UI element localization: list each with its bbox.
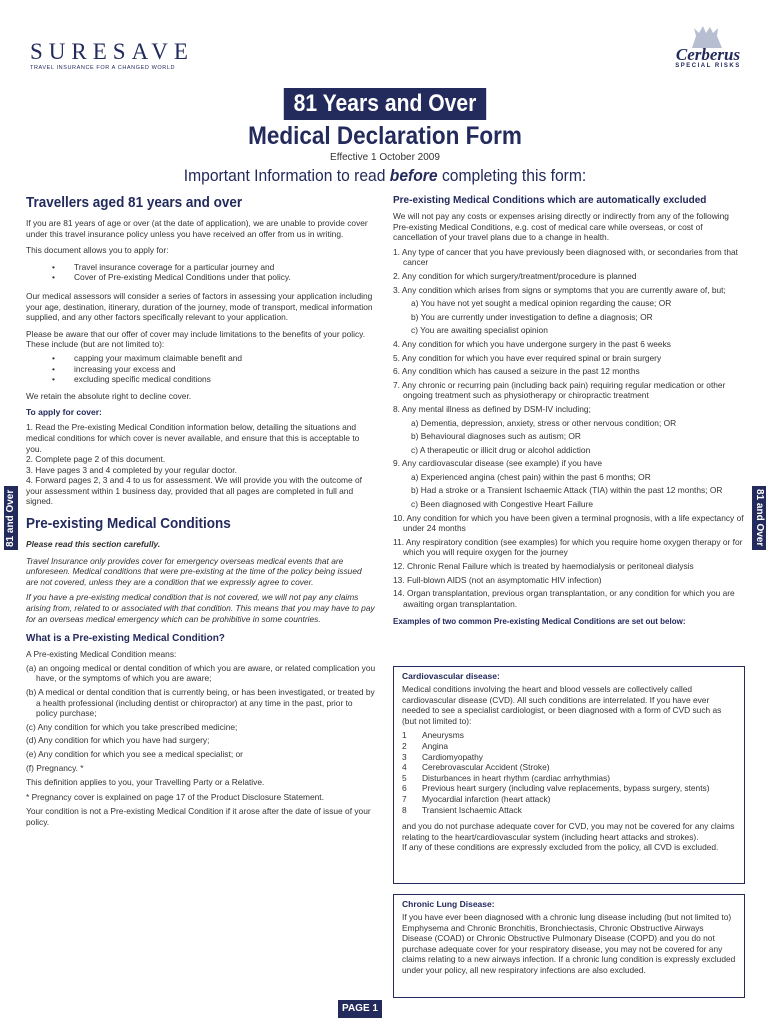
list-item: • capping your maximum claimable benefit and [74,353,376,364]
exclusion-item: 6. Any condition which has caused a seizure in the past 12 months [393,366,640,377]
cvd-item-text: Disturbances in heart rhythm (cardiac arrhythmias) [422,772,611,783]
undeclared-text: If you have a pre-existing medical condition that is not covered, we will not pay any claims arising from, related to or associated with that condition. This means that you may have to pay for an overseas medical emergency which can be prohibitive in some countries. [26,592,375,624]
examples-heading: Examples of two common Pre-existing Medical Conditions are set out below: [393,617,686,627]
exclusion-subitem: b) You are currently under investigation to define a diagnosis; OR [411,311,653,322]
cvd-list-item [402,762,736,773]
list-item: • excluding specific medical conditions [74,374,376,385]
exclusion-item: 8. Any mental illness as defined by DSM-IV including; [393,403,591,414]
title-banner: 81 Years and Over [284,88,486,120]
cvd-item-text: Angina [422,740,449,751]
exclusion-item: 3. Any condition which arises from signs or symptoms that you are currently aware of, but; [393,284,726,295]
exclusion-item: 9. Any cardiovascular disease (see example) if you have [393,458,603,469]
cvd-outro: If any of these conditions are expressly excluded from the policy, all CVD is excluded. [402,842,719,853]
cvd-item-number: 8 [402,804,407,815]
cvd-list-item [402,741,736,752]
cvd-list-item [402,794,736,805]
exclusion-item: 2. Any condition for which surgery/treatment/procedure is planned [393,270,637,281]
cvd-item-number: 1 [402,730,407,741]
cvd-item-number: 5 [402,772,407,783]
cvd-list-item [402,805,736,816]
right-column [393,194,745,626]
definition-item: (c) Any condition for which you take prescribed medicine; [26,721,238,732]
cvd-item-number: 2 [402,740,407,751]
exclusion-subitem: b) Had a stroke or a Transient Ischaemic Attack (TIA) within the past 12 months; OR [411,485,723,496]
apply-step: 4. Forward pages 2, 3 and 4 to us for assessment. We will provide you with the outcome of your assessment within 1 business day, provided that all pages are completed in full and signed. [26,475,362,507]
effective-date: Effective 1 October 2009 [330,152,440,163]
definition-item: (e) Any condition for which you see a medical specialist; or [26,748,243,759]
cvd-item-text: Previous heart surgery (including valve replacements, bypass surgery, stents) [422,783,710,794]
exclusion-subitem: a) You have not yet sought a medical opinion regarding the cause; OR [411,298,672,309]
cvd-item-number: 4 [402,762,407,773]
cvd-item-text: Aneurysms [422,730,464,741]
excluded-heading: Pre-existing Medical Conditions which are automatically excluded [393,195,707,206]
limitations-list [26,353,376,385]
left-column [26,194,376,828]
assessors-text: Our medical assessors will consider a series of factors in assessing your application including your age, destination, itinerary, duration of the journey, mode of transport, medical information supplied, and any other factors specifically relevant to your application. [26,290,373,323]
exclusion-item: 11. Any respiratory condition (see examples) for which you require home oxygen therapy or for which you will require oxygen for the journey [393,536,743,558]
excluded-list [393,247,745,610]
cvd-item-text: Cerebrovascular Accident (Stroke) [422,762,550,773]
exclusion-subitem: b) Behavioural diagnoses such as autism; OR [411,431,581,442]
page-title: Medical Declaration Form [248,122,522,150]
apply-step: 1. Read the Pre-existing Medical Condition information below, detailing the situations and medical conditions for which cover is never available, and ensure that this is acceptable to you. [26,422,360,454]
list-item: • Cover of Pre-existing Medical Conditions under that policy. [74,272,376,283]
cvd-title: Cardiovascular disease: [402,671,500,681]
cvd-list [402,730,736,815]
side-tab-right: 81 and Over [752,486,766,550]
suresave-wordmark: SURESAVE [30,39,194,64]
exclusion-item: 13. Full-blown AIDS (not an asymptomatic HIV infection) [393,574,602,585]
cvd-box [393,666,745,884]
apply-step: 2. Complete page 2 of this document. [26,454,166,465]
side-tab-left: 81 and Over [4,486,18,550]
page-number: PAGE 1 [338,1000,382,1018]
exclusion-subitem: a) Experienced angina (chest pain) within the past 6 months; OR [411,471,651,482]
definition-item: (f) Pregnancy. * [26,762,84,773]
cvd-list-item [402,783,736,794]
special-risks-label: SPECIAL RISKS [675,63,741,69]
cvd-intro: Medical conditions involving the heart and blood vessels are collectively called cardiovascular disease (CVD). All such conditions are interrelated. If you have ever needed to see a specialist cardiologist, or been diagnosed with a form of CVD such as (but not limited to): [402,684,722,726]
important-info-heading: Important Information to read before completing this form: [183,166,587,185]
definition-item: (b) A medical or dental condition that is currently being, or has been investigated, or treated by a health professional (including dentist or chiropractor) at any time in the past, prior to policy purchase; [26,687,375,719]
exclusion-subitem: c) Been diagnosed with Congestive Heart Failure [411,499,594,510]
exclusion-item: 4. Any condition for which you have undergone surgery in the past 6 weeks [393,338,671,349]
pregnancy-note: * Pregnancy cover is explained on page 17 of the Product Disclosure Statement. [26,791,324,802]
lung-box [393,894,745,998]
means-text: A Pre-existing Medical Condition means: [26,649,177,660]
apply-heading: To apply for cover: [26,407,102,418]
cvd-item-text: Cardiomyopathy [422,751,483,762]
list-item: • increasing your excess and [74,364,376,375]
exclusion-item: 1. Any type of cancer that you have previously been diagnosed with, or secondaries from that cancer [393,246,738,268]
exclusion-item: 5. Any condition for which you have ever required spinal or brain surgery [393,352,662,363]
exclusion-item: 14. Organ transplantation, previous organ transplantation, or any condition for which you are awaiting organ transplantation. [393,588,735,609]
cvd-item-number: 7 [402,793,407,804]
exclusion-item: 10. Any condition for which you have been given a terminal prognosis, with a life expectancy of under 24 months [393,512,744,534]
lung-title: Chronic Lung Disease: [402,899,495,909]
read-carefully-text: Please read this section carefully. [26,539,161,550]
definition-item: (d) Any condition for which you have had surgery; [26,735,210,746]
lung-text: If you have ever been diagnosed with a chronic lung disease including (but not limited to) Emphysema and Chronic Bronchitis, Bronchiectasis, Chronic Obstructive Airways Disease (COAD) or Chronic Obstructive Pulmonary Disease (COPD) and you do not purchase adequate cover for your respiratory disease, you may not be covered for any claims relating to a new airways infection. If a chronic lung condition is expressly excluded under your policy, all new respiratory infections are also excluded. [402,912,736,975]
apply-step: 3. Have pages 3 and 4 completed by your regular doctor. [26,464,237,475]
suresave-logo [30,40,200,70]
cvd-item-text: Transient Ischaemic Attack [422,804,522,815]
list-item: • Travel insurance coverage for a particular journey and [74,262,376,273]
exclusion-subitem: c) You are awaiting specialist opinion [411,325,548,336]
pre-existing-heading: Pre-existing Medical Conditions [26,515,231,533]
cvd-outro: and you do not purchase adequate cover for CVD, you may not be covered for any claims relating to the heart/cardiovascular system (including heart attacks and strokes). [402,821,735,842]
exclusion-item: 12. Chronic Renal Failure which is treated by haemodialysis or peritoneal dialysis [393,561,694,572]
cerberus-wordmark: Cerberus [675,45,741,64]
limitations-text: Please be aware that our offer of cover may include limitations to the benefits of your policy. These include (but are not limited to): [26,328,366,350]
exclusion-item: 7. Any chronic or recurring pain (including back pain) requiring regular medication or other ongoing treatment such as physiotherapy or chiropractic treatment [393,379,726,401]
cvd-list-item [402,730,736,741]
suresave-tagline: TRAVEL INSURANCE FOR A CHANGED WORLD [30,65,176,71]
cvd-item-number: 6 [402,783,407,794]
cerberus-logo [668,24,748,80]
excluded-intro: We will not pay any costs or expenses arising directly or indirectly from any of the following Pre-existing Medical Conditions, e.g. cost of medical care while overseas, or cost of cancellation of your travel plans due to a change in health. [393,211,729,243]
cvd-list-item [402,773,736,784]
cvd-list-item [402,752,736,763]
allows-list [26,262,376,283]
exclusion-subitem: a) Dementia, depression, anxiety, stress or other nervous condition; OR [411,417,677,428]
allows-text: This document allows you to apply for: [26,245,169,256]
exclusion-subitem: c) A therapeutic or illicit drug or alcohol addiction [411,444,591,455]
not-pre-existing-text: Your condition is not a Pre-existing Medical Condition if it arose after the date of issue of your policy. [26,806,371,827]
cvd-item-number: 3 [402,751,407,762]
cvd-item-text: Myocardial infarction (heart attack) [422,793,551,804]
intro-text: If you are 81 years of age or over (at the date of application), we are unable to provide cover under this travel insurance policy unless you have received an offer from us in writing. [26,218,368,239]
travellers-heading: Travellers aged 81 years and over [26,194,243,211]
applies-text: This definition applies to you, your Travelling Party or a Relative. [26,777,265,788]
definition-item: (a) an ongoing medical or dental condition of which you are aware, or related complication you have, or the symptoms of which you are aware; [26,662,376,684]
retain-text: We retain the absolute right to decline cover. [26,390,192,401]
what-heading: What is a Pre-existing Medical Condition? [26,633,225,645]
emergency-text: Travel Insurance only provides cover for emergency overseas medical events that are unforeseen. Medical conditions that were pre-existing at the time of the policy being issued are not covered, unless they are a condition that we expressly agree to cover. [26,555,362,587]
